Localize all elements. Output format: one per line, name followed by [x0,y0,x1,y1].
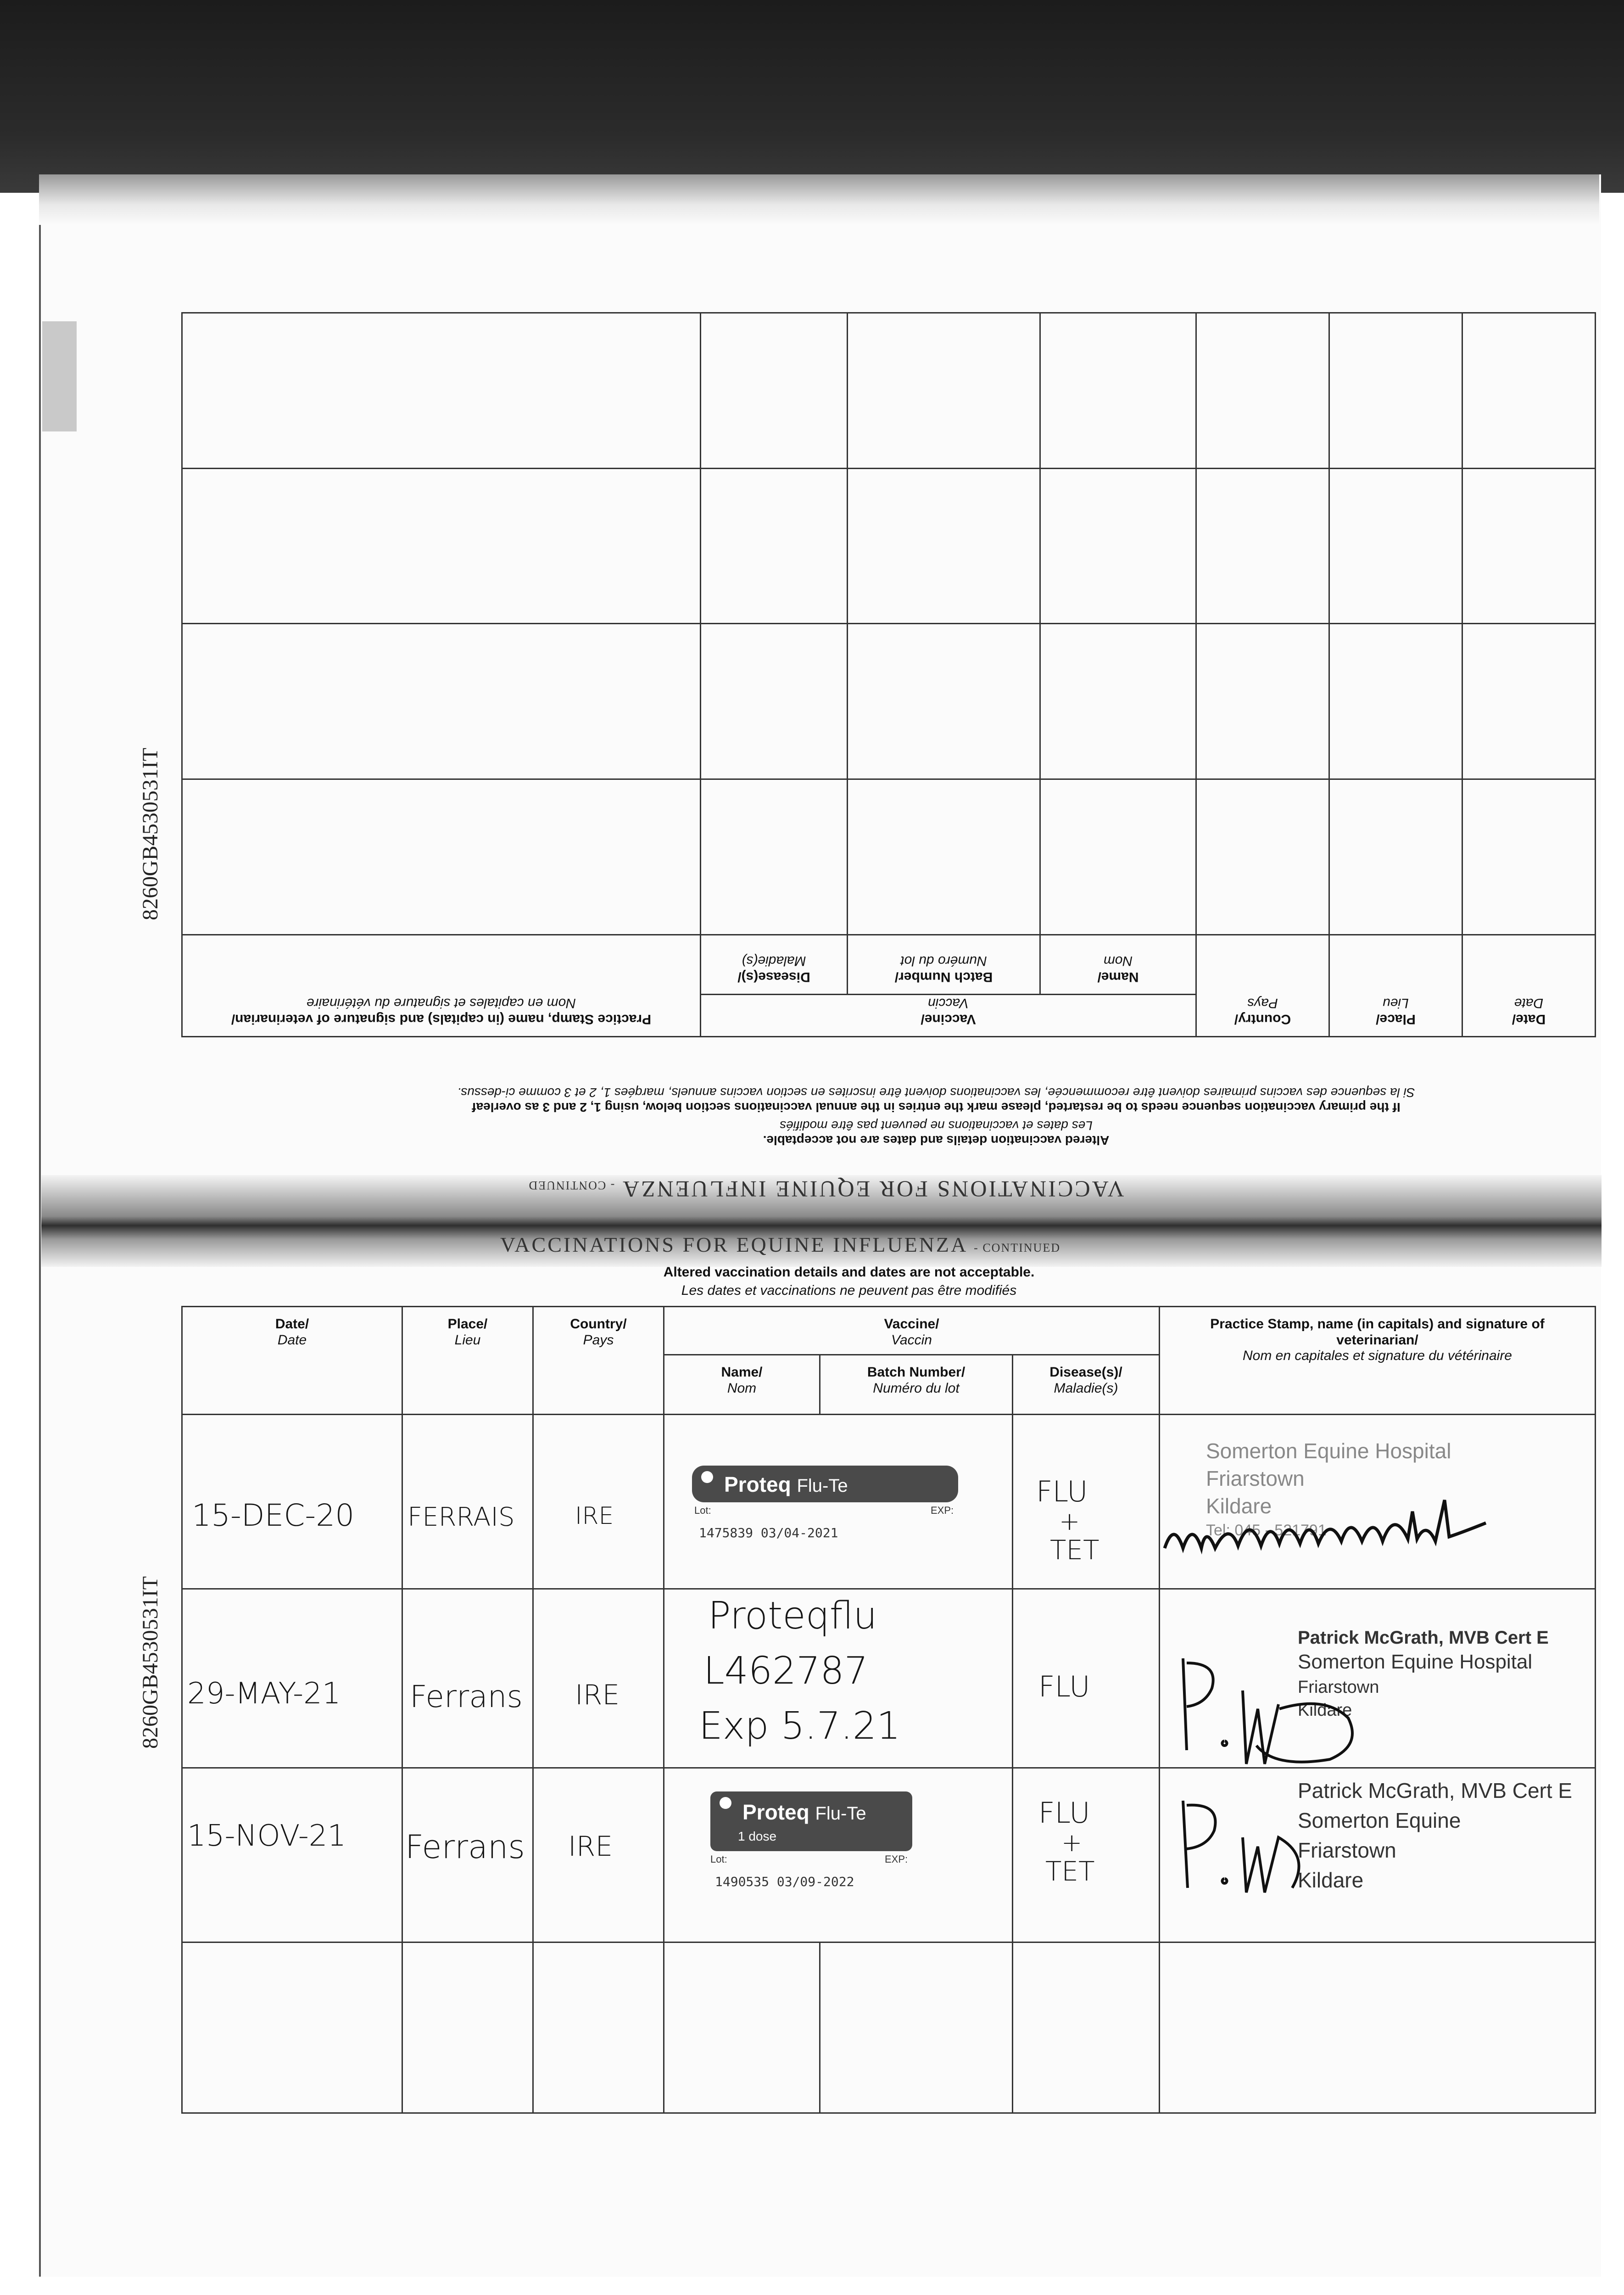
disease-line: TET [1045,1856,1095,1887]
page-edge-shadow [39,174,1599,225]
header-batch: Batch Number/ Numéro du lot [820,1355,1013,1415]
note-primary-en: If the primary vaccination sequence needs to be restarted, please mark the entries in the annual vaccinations section below, using 1, 2 and 3 as overleaf [472,1100,1401,1114]
disease-line: FLU [1036,1475,1088,1508]
page-tab [42,321,77,431]
vaccine-label [710,1791,912,1851]
lower-vaccination-table [181,1306,1596,2114]
disease-line: FLU [1038,1796,1090,1830]
label-lot-label: Lot: [710,1853,727,1865]
disease-line: TET [1050,1534,1099,1566]
batch-handwritten-cell [664,1589,1013,1768]
note-altered-fr: Les dates et vaccinations ne peuvent pas être modifiés [681,1283,1017,1298]
serial-number-bottom: 8260GB4530531IT [138,1576,162,1749]
veterinarian-signature [1160,1493,1594,1585]
disease-line: + [1059,1507,1080,1536]
date-value: 15-NOV-21 [187,1819,346,1853]
disease-line: + [1061,1828,1083,1857]
serial-number-top: 8260GB4530531IT [138,748,162,920]
date-value: 15-DEC-20 [192,1498,355,1533]
note-altered-en: Altered vaccination details and dates are not acceptable. [763,1133,1110,1148]
label-brand: Proteq Flu-Te [742,1800,866,1824]
stamp-line: Kildare [1206,1494,1272,1518]
label-logo-icon [701,1471,713,1483]
label-brand: Proteq Flu-Te [724,1472,848,1496]
vaccine-label-cell [664,1415,1013,1589]
upper-header-country: Country/ Pays [1196,935,1329,1037]
batch-line: Proteqflu [708,1594,877,1638]
label-dose: 1 dose [738,1829,777,1843]
practice-cell [1160,1768,1596,1942]
vaccination-row [182,1768,1596,1942]
label-exp-label: EXP: [885,1853,908,1865]
upper-empty-row [182,624,1596,779]
date-value: 29-MAY-21 [187,1677,341,1711]
place-value: FERRAIS [407,1502,515,1532]
upper-empty-row [182,468,1596,624]
header-disease: Disease(s)/ Maladie(s) [1013,1355,1160,1415]
stamp-line: Somerton Equine [1298,1808,1461,1832]
label-exp-label: EXP: [931,1505,954,1516]
heading-text: VACCINATIONS FOR EQUINE INFLUENZA [500,1233,967,1256]
veterinarian-initials-signature [1174,1787,1311,1902]
lower-page-heading [500,1232,1060,1257]
upper-empty-row [182,779,1596,935]
stamp-line: Friarstown [1206,1467,1305,1490]
label-lot-line: 1475839 03/04-2021 [699,1525,838,1540]
stamp-line: Kildare [1298,1868,1364,1892]
batch-line: Exp 5.7.21 [699,1704,901,1748]
label-lot-line: 1490535 03/09-2022 [715,1874,854,1889]
upper-header-date: Date/ Date [1462,935,1596,1037]
upper-header-practice: Practice Stamp, name (in capitals) and signature of veterinarian/ Nom en capitales et signature du vétérinaire [182,935,701,1037]
scan-dark-border [0,0,1624,193]
country-cell [533,1589,664,1768]
vaccine-label-cell [664,1768,1013,1942]
header-name: Name/ Nom [664,1355,820,1415]
practice-cell [1160,1415,1596,1589]
stamp-line: Tel: 045 - 521791 [1206,1522,1327,1539]
stamp-line: Somerton Equine Hospital [1298,1651,1533,1673]
country-cell [533,1768,664,1942]
date-cell [182,1589,402,1768]
vaccine-label [692,1466,958,1502]
country-cell [533,1415,664,1589]
place-cell [402,1589,533,1768]
stamp-line: Friarstown [1298,1838,1396,1862]
heading-text: VACCINATIONS FOR EQUINE INFLUENZA [622,1176,1124,1202]
veterinarian-initials-signature [1174,1645,1367,1769]
upper-header-disease: Disease(s)/ Maladie(s) [701,935,848,995]
header-country: Country/ Pays [533,1307,664,1415]
upper-header-place: Place/ Lieu [1329,935,1462,1037]
country-value: IRE [575,1679,620,1711]
upper-vaccination-table [181,312,1596,1037]
disease-cell [1013,1768,1160,1942]
empty-row [182,1942,1596,2113]
batch-line: L462787 [703,1649,868,1693]
place-cell [402,1768,533,1942]
date-cell [182,1768,402,1942]
stamp-line: Friarstown [1298,1678,1379,1697]
upper-header-name: Name/ Nom [1040,935,1196,995]
disease-cell [1013,1589,1160,1768]
note-altered-en: Altered vaccination details and dates are not acceptable. [663,1265,1035,1280]
heading-suffix: - CONTINUED [528,1179,615,1192]
stamp-vet-name: Patrick McGrath, MVB Cert E [1298,1779,1573,1802]
upper-header-batch: Batch Number/ Numéro du lot [848,935,1040,995]
stamp-vet-name: Patrick McGrath, MVB Cert E [1298,1628,1549,1648]
upper-empty-row [182,313,1596,469]
upper-page-heading [184,1170,1468,1203]
upper-header-vaccine: Vaccine/ Vaccin [701,995,1196,1037]
place-value: Ferrans [410,1679,523,1714]
stamp-line: Somerton Equine Hospital [1206,1439,1451,1463]
place-cell [402,1415,533,1589]
header-place: Place/ Lieu [402,1307,533,1415]
vaccination-row [182,1415,1596,1589]
practice-cell [1160,1589,1596,1768]
heading-suffix: - CONTINUED [974,1241,1060,1254]
place-value: Ferrans [405,1828,525,1866]
note-altered-fr: Les dates et vaccinations ne peuvent pas être modifiés [780,1119,1093,1133]
header-date: Date/ Date [182,1307,402,1415]
upper-page-notes [303,1069,1569,1148]
label-logo-icon [720,1797,731,1809]
stamp-line: Kildare [1298,1701,1352,1720]
country-value: IRE [568,1830,613,1863]
note-primary-fr: Si la sequence des vaccins primaires doivent être recommencée, les vaccinations doivent être inscrites en section vaccins annuels, marqées 1, 2 et 3 comme ci-dessus. [457,1086,1415,1100]
country-value: IRE [575,1502,614,1530]
header-vaccine: Vaccine/ Vaccin [664,1307,1160,1355]
disease-line: FLU [1038,1670,1090,1703]
date-cell [182,1415,402,1589]
vaccination-row [182,1589,1596,1768]
disease-cell [1013,1415,1160,1589]
header-practice: Practice Stamp, name (in capitals) and signature of veterinarian/ Nom en capitales et signature du vétérinaire [1160,1307,1596,1415]
label-lot-label: Lot: [694,1505,711,1516]
